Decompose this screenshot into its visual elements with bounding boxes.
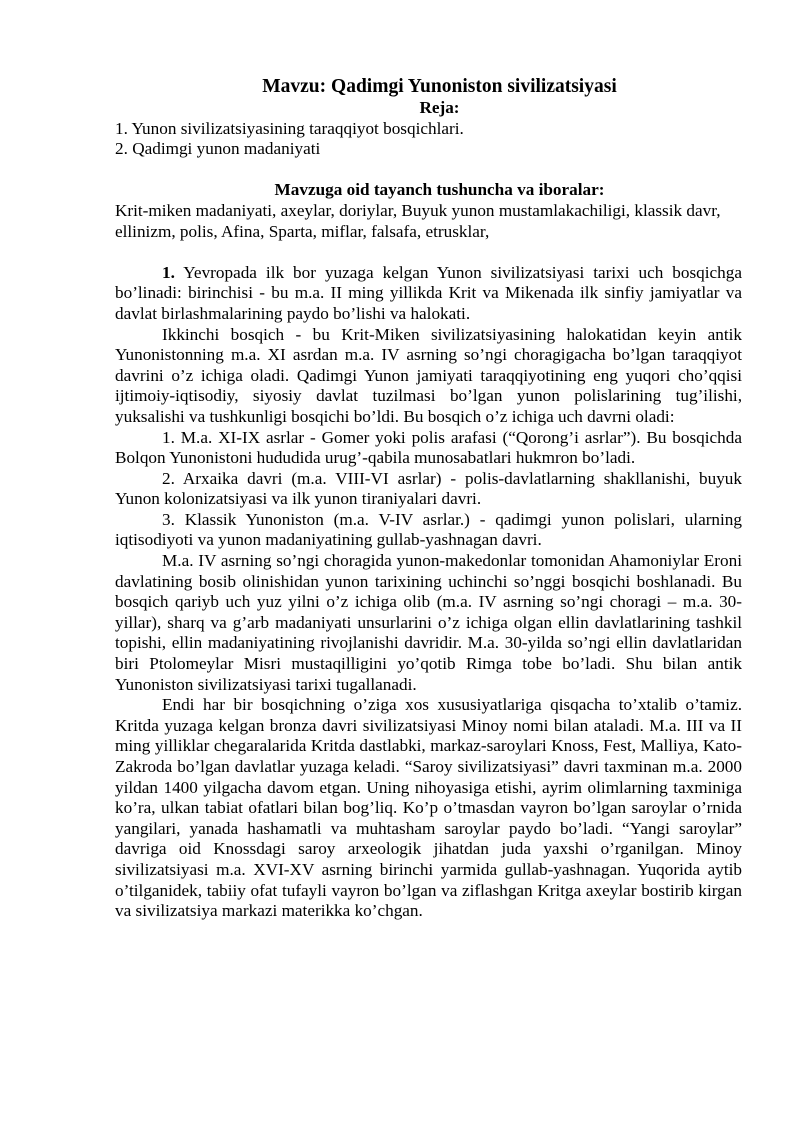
paragraph-4: 2. Arxaika davri (m.a. VIII-VI asrlar) - polis-davlatlarning shakllanishi, buyuk Yunon kolonizatsiyasi va ilk yunon tiraniyalari davri. — [115, 468, 742, 509]
plan-item-2: 2. Qadimgi yunon madaniyati — [115, 139, 321, 159]
spacer — [115, 160, 742, 181]
paragraph-text: Yevropada ilk bor yuzaga kelgan Yunon sivilizatsiyasi tarixi uch bosqichga bo’linadi: birinchisi - bu m.a. II ming yillikda Krit va Mikenada ilk sinfiy jamiyatlar va davlat birlashmalarining paydo bo’lishi va halokati. — [115, 262, 742, 323]
paragraph-number: 1. — [162, 262, 175, 282]
paragraph-5: 3. Klassik Yunoniston (m.a. V-IV asrlar.) - qadimgi yunon polislari, ularning iqtisodiyoti va yunon madaniyatining gullab-yashnagan davri. — [115, 509, 742, 550]
spacer — [115, 242, 742, 263]
plan-item-1: 1. Yunon sivilizatsiyasining taraqqiyot bosqichlari. — [115, 118, 464, 138]
paragraph-1 — [115, 263, 742, 325]
paragraph-2: Ikkinchi bosqich - bu Krit-Miken sivilizatsiyasining halokatidan keyin antik Yunonistonning m.a. XI asrdan m.a. IV asrning so’ngi choragigacha bo’lgan taraqqiyot davrini o’z ichiga oladi. Qadimgi Yunon jamiyati taraqqiyotining eng yuqori cho’qqisi ijtimoiy-iqtisodiy, siyosiy davlat tuzilmasi bo’lgan yunon polislarining tug’ilishi, yuksalishi va tushkunligi bosqichi bo’ldi. Bu bosqich o’z ichiga uch davrni oladi: — [115, 324, 742, 426]
paragraph-7: Endi har bir bosqichning o’ziga xos xususiyatlariga qisqacha to’xtalib o’tamiz. Kritda yuzaga kelgan bronza davri sivilizatsiyasi Minoy nomi bilan ataladi. M.a. III va II ming yilliklar chegaralarida Kritda dastlabki, markaz-saroylari Knoss, Fest, Malliya, Kato-Zakroda bo’lgan davlatlar yuzaga keladi. “Saroy sivilizatsiyasi” davri taxminan m.a. 2000 yildan 1400 yilgacha davom etgan. Uning nihoyasiga etishi, ayrim olimlarning taxminiga ko’ra, ulkan tabiat ofatlari bilan bog’liq. Ko’p o’tmasdan vayron bo’lgan saroylar o’rnida yangilari, yanada hashamatli va muhtasham saroylar paydo bo’ladi. “Yangi saroylar” davriga oid Knossdagi saroy arxeologik jihatdan juda yaxshi o’rganilgan. Minoy sivilizatsiyasi m.a. XVI-XV asrning birinchi yarmida gullab-yashnagan. Yuqorida aytib o’tilganidek, tabiiy ofat tufayli vayron bo’lgan va ziflashgan Kritga axeylar bostirib kirgan va sivilizatsiya markazi materikka ko’chgan. — [115, 695, 742, 921]
paragraph-6: M.a. IV asrning so’ngi choragida yunon-makedonlar tomonidan Ahamoniylar Eroni davlatining bosib olinishidan yunon tarixining uchinchi so’nggi bosqichi boshlanadi. Bu bosqich qariyb uch yuz yilni o’z ichiga olib (m.a. IV asrning so’ngi choragi – m.a. 30-yillar), sharq va g’arb madaniyati unsurlarini o’z ichiga olgan ellin davlatlarining tashkil topishi, ellin madaniyatining rivojlanishi davridir. M.a. 30-yilda so’ngi ellin davlatlaridan biri Ptolomeylar Misri mustaqilligini yo’qotib Rimga tobe bo’ladi. Shu bilan antik Yunoniston sivilizatsiyasi tarixi tugallanadi. — [115, 551, 742, 694]
plan-heading: Reja: — [419, 98, 460, 117]
document-title: Mavzu: Qadimgi Yunoniston sivilizatsiyasi — [262, 76, 617, 97]
terms-heading: Mavzuga oid tayanch tushuncha va iboralar: — [274, 180, 605, 200]
document-page — [115, 76, 742, 922]
paragraph-3: 1. M.a. XI-IX asrlar - Gomer yoki polis arafasi (“Qorong’i asrlar”). Bu bosqichda Bolqon Yunonistoni hududida urug’-qabila munosabatlari hukmron bo’ladi. — [115, 427, 742, 468]
terms-text: Krit-miken madaniyati, axeylar, doriylar, Buyuk yunon mustamlakachiligi, klassik davr, ellinizm, polis, Afina, Sparta, miflar, falsafa, etrusklar, — [115, 200, 721, 241]
